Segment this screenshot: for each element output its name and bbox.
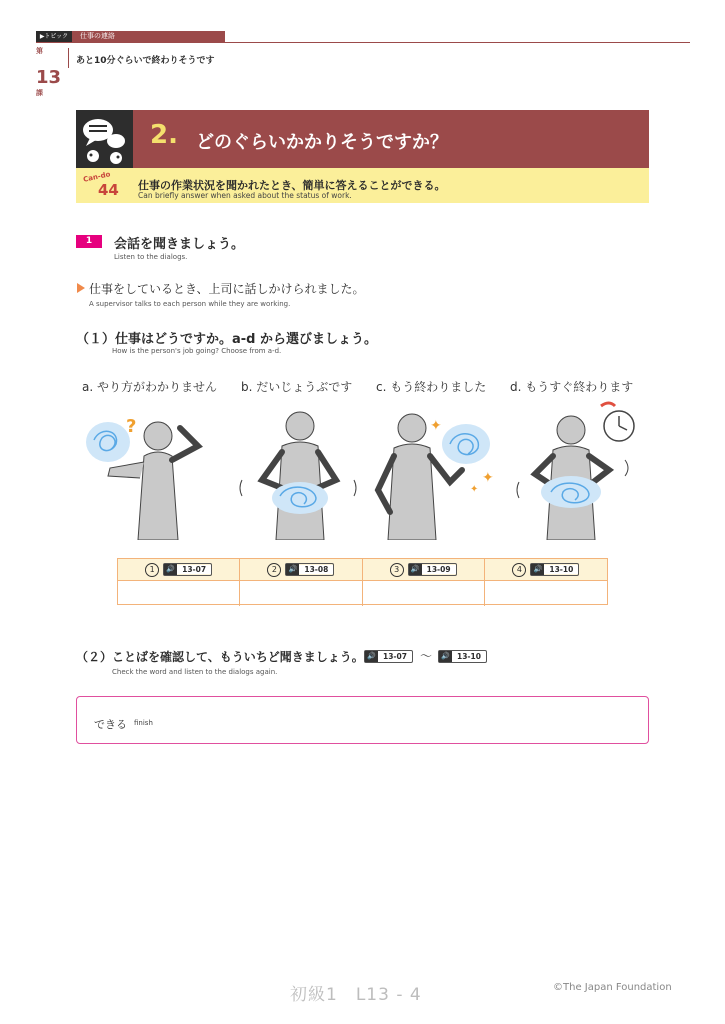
- audio-code: 13-07: [177, 565, 211, 574]
- answer-cell-3[interactable]: [363, 581, 485, 606]
- lesson-title: あと10分ぐらいで終わりそうです: [76, 56, 215, 66]
- answer-cell-4[interactable]: [485, 581, 607, 606]
- answer-cell-1[interactable]: [118, 581, 240, 606]
- section-number: 2.: [150, 120, 178, 150]
- audio-button-13-07[interactable]: [163, 563, 212, 576]
- lesson-suffix: 課: [36, 89, 43, 97]
- item-number: 2: [267, 563, 281, 577]
- speaker-icon: 🔊: [531, 564, 544, 575]
- lesson-number: [36, 46, 66, 97]
- svg-text:✦: ✦: [482, 470, 494, 486]
- step-title: 会話を聞きましょう。: [114, 237, 245, 252]
- cando-subtext: Can briefly answer when asked about the status of work.: [138, 191, 352, 200]
- item-number: 3: [390, 563, 404, 577]
- speaker-icon: 🔊: [365, 651, 378, 662]
- page-label: 初級1 L13 - 4: [290, 985, 422, 1005]
- topic-tag: ▶トピック: [36, 31, 72, 42]
- cando-label: Can-do: [82, 170, 112, 184]
- cando-text: 仕事の作業状況を聞かれたとき、簡単に答えることができる。: [138, 179, 446, 192]
- answer-header-3: [363, 559, 485, 581]
- audio-button-13-08[interactable]: [285, 563, 334, 576]
- answer-header-1: [118, 559, 240, 581]
- svg-text:✦: ✦: [470, 484, 479, 495]
- scene-text: 仕事をしているとき、上司に話しかけられました。: [89, 282, 365, 296]
- question-1-title: （１）仕事はどうですか。a-d から選びましょう。: [76, 332, 377, 347]
- speaker-icon: 🔊: [409, 564, 422, 575]
- audio-code: 13-10: [544, 565, 578, 574]
- svg-text:?: ?: [126, 416, 137, 437]
- section-title: どのぐらいかかりそうですか？: [196, 132, 448, 153]
- answer-table: [117, 558, 608, 605]
- vocab-word: できる: [94, 718, 127, 731]
- svg-text:✦: ✦: [430, 418, 442, 434]
- speaker-icon: 🔊: [286, 564, 299, 575]
- choice-a: a. やり方がわかりません: [82, 380, 217, 394]
- answer-header-2: [240, 559, 362, 581]
- copyright: ©The Japan Foundation: [553, 982, 672, 993]
- audio-code: 13-08: [299, 565, 333, 574]
- question-2-title: （２）ことばを確認して、もういちど聞きましょう。: [76, 650, 364, 664]
- illustration-fine-worker: [232, 400, 367, 540]
- vocabulary-box: [76, 696, 649, 744]
- triangle-bullet-icon: [77, 283, 85, 293]
- audio-button-13-09[interactable]: [408, 563, 457, 576]
- choice-c: c. もう終わりました: [376, 380, 487, 394]
- audio-code: 13-10: [452, 652, 486, 661]
- audio-code: 13-09: [422, 565, 456, 574]
- illustration-confused-worker: [80, 400, 215, 540]
- choice-d: d. もうすぐ終わります: [510, 380, 634, 394]
- illustration-finished-worker: [366, 400, 501, 540]
- answer-header-4: [485, 559, 607, 581]
- header-rule: [36, 42, 690, 43]
- audio-code: 13-07: [378, 652, 412, 661]
- item-number: 1: [145, 563, 159, 577]
- question-1-subtitle: How is the person's job going? Choose from a-d.: [112, 347, 282, 355]
- step-badge: 1: [76, 235, 102, 248]
- topic-name: 仕事の連絡: [72, 31, 225, 42]
- step-subtitle: Listen to the dialogs.: [114, 253, 188, 261]
- scene-subtext: A supervisor talks to each person while they are working.: [89, 300, 291, 308]
- speaker-icon: 🔊: [439, 651, 452, 662]
- audio-button-13-10[interactable]: [438, 650, 487, 663]
- lesson-divider: [68, 48, 69, 68]
- illustration-almost-done-worker: [505, 400, 640, 540]
- lesson-number-value: 13: [36, 67, 62, 88]
- lesson-prefix: 第: [36, 47, 43, 55]
- cando-number: 44: [98, 181, 119, 199]
- item-number: 4: [512, 563, 526, 577]
- question-2-subtitle: Check the word and listen to the dialogs again.: [112, 668, 278, 676]
- answer-cell-2[interactable]: [240, 581, 362, 606]
- choice-b: b. だいじょうぶです: [241, 380, 353, 394]
- range-tilde: 〜: [420, 649, 433, 663]
- audio-button-13-10[interactable]: [530, 563, 579, 576]
- audio-button-13-07[interactable]: [364, 650, 413, 663]
- vocab-meaning: finish: [134, 719, 153, 727]
- speaker-icon: 🔊: [164, 564, 177, 575]
